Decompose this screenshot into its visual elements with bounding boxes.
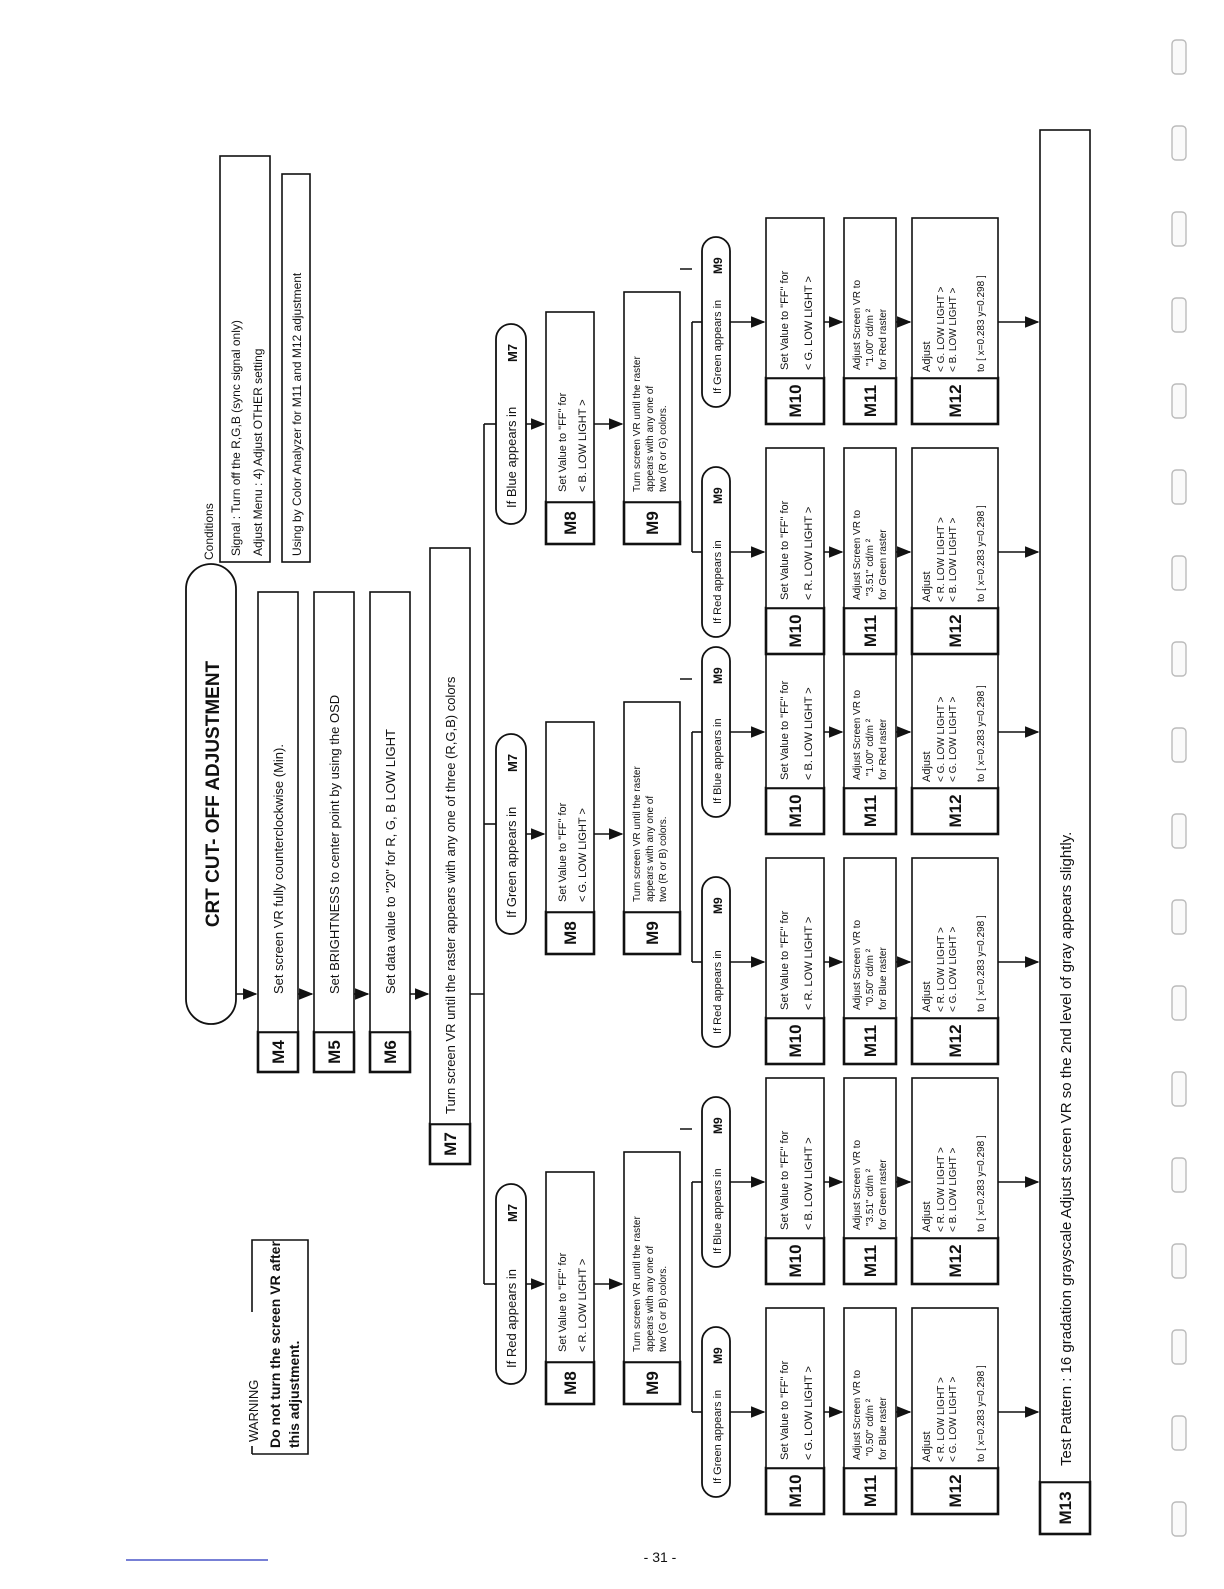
m12-text-line4: to [ x=0.283 y=0.298 ] [976, 505, 987, 602]
branch-condition-text: If Red appears in [504, 1268, 519, 1368]
sub-condition-ref: M9 [711, 257, 725, 274]
m12-text-line2: < G. LOW LIGHT > [936, 696, 947, 782]
sub-condition-text: If Green appears in [712, 1389, 724, 1484]
binder-mark [1172, 900, 1186, 934]
step-m13 [1040, 130, 1090, 1534]
m9-text-line3: two (R or G) colors. [658, 405, 669, 492]
m9-text-line3: two (R or B) colors. [658, 816, 669, 902]
sub-condition-text: If Blue appears in [712, 1168, 724, 1254]
m10-text-box [766, 218, 824, 378]
m11-code: M11 [861, 1024, 880, 1058]
m12-text-line2: < R. LOW LIGHT > [936, 1147, 947, 1232]
m8-text-line1: Set Value to "FF" for [557, 802, 569, 902]
m9-text-line1: Turn screen VR until the raster [632, 766, 643, 902]
warning-text-line2: this adjustment. [286, 1340, 302, 1448]
m12-code: M12 [946, 1244, 965, 1278]
m12-code: M12 [946, 614, 965, 648]
m4-text: Set screen VR fully counterclockwise (Min). [271, 744, 286, 994]
binder-mark [1172, 1330, 1186, 1364]
sub-condition-ref: M9 [711, 1347, 725, 1364]
binder-mark [1172, 1072, 1186, 1106]
m10-text-box [766, 1078, 824, 1238]
m9-code: M9 [643, 511, 662, 535]
m9-text-line2: appears with any one of [645, 1245, 656, 1352]
m13-text: Test Pattern : 16 gradation grayscale Adjust screen VR so the 2nd level of gray appears slightly. [1058, 831, 1075, 1466]
m10-text-line1: Set Value to "FF" for [779, 270, 791, 370]
branch-red [496, 1078, 1038, 1514]
title-group [186, 564, 236, 1024]
m12-code: M12 [946, 1474, 965, 1508]
sub-condition-ref: M9 [711, 667, 725, 684]
binder-marks [1172, 40, 1186, 1536]
m11-text-line2: "1.00" cd/m ² [865, 718, 876, 776]
m10-code: M10 [786, 1474, 805, 1508]
binder-mark [1172, 1244, 1186, 1278]
connector-m7-branches [470, 424, 484, 1284]
connector-m9-split [680, 269, 692, 552]
m8-text-line1: Set Value to "FF" for [557, 392, 569, 492]
m11-text-line2: "0.50" cd/m ² [865, 948, 876, 1006]
m4-code: M4 [269, 1040, 288, 1064]
binder-mark [1172, 1416, 1186, 1450]
warning-block [246, 1240, 308, 1454]
m11-text-line3: for Red raster [878, 308, 889, 370]
binder-mark [1172, 212, 1186, 246]
m5-text: Set BRIGHTNESS to center point by using the OSD [327, 694, 342, 994]
sub-condition-ref: M9 [711, 897, 725, 914]
m10-code: M10 [786, 614, 805, 648]
m12-text-line1: Adjust [921, 1431, 933, 1462]
m10-text-line2: < G. LOW LIGHT > [803, 276, 815, 370]
m10-text-line1: Set Value to "FF" for [779, 1130, 791, 1230]
m12-text-line2: < R. LOW LIGHT > [936, 1377, 947, 1462]
m8-text-line2: < R. LOW LIGHT > [577, 1258, 589, 1352]
m5-code: M5 [325, 1040, 344, 1064]
m10-code: M10 [786, 384, 805, 418]
m12-text-line4: to [ x=0.283 y=0.298 ] [976, 1135, 987, 1232]
warning-label: WARNING [246, 1379, 261, 1442]
m8-text-line2: < G. LOW LIGHT > [577, 808, 589, 902]
conditions-menu: Adjust Menu : 4) Adjust OTHER setting [251, 348, 265, 556]
m10-code: M10 [786, 1024, 805, 1058]
m10-code: M10 [786, 794, 805, 828]
sub-condition-text: If Red appears in [712, 540, 724, 624]
m10-code: M10 [786, 1244, 805, 1278]
m11-text-line1: Adjust Screen VR to [852, 509, 863, 600]
sub-condition-text: If Green appears in [712, 299, 724, 394]
connector-m9-split [680, 1129, 692, 1412]
m12-text-line4: to [ x=0.283 y=0.298 ] [976, 685, 987, 782]
m10-text-box [766, 448, 824, 608]
m12-text-line2: < G. LOW LIGHT > [936, 286, 947, 372]
m10-text-box [766, 1308, 824, 1468]
warning-text-line1: Do not turn the screen VR after [267, 1241, 283, 1448]
branch-condition-ref: M7 [505, 1203, 520, 1222]
branch-condition-ref: M7 [505, 753, 520, 772]
m8-code: M8 [561, 921, 580, 945]
m12-text-line2: < R. LOW LIGHT > [936, 927, 947, 1012]
conditions-analyzer: Using by Color Analyzer for M11 and M12 adjustment [290, 272, 304, 556]
m12-text-line3: < B. LOW LIGHT > [948, 517, 959, 602]
sub-condition-ref: M9 [711, 487, 725, 504]
m9-code: M9 [643, 1371, 662, 1395]
m10-text-line2: < G. LOW LIGHT > [803, 1366, 815, 1460]
m12-text-line1: Adjust [921, 751, 933, 782]
binder-mark [1172, 728, 1186, 762]
m13-code: M13 [1056, 1491, 1075, 1525]
binder-mark [1172, 384, 1186, 418]
m6-text: Set data value to "20" for R, G, B LOW LIGHT [383, 728, 398, 994]
m10-text-line2: < R. LOW LIGHT > [803, 916, 815, 1010]
m12-code: M12 [946, 1024, 965, 1058]
m10-text-line1: Set Value to "FF" for [779, 910, 791, 1010]
page-number: - 31 - [643, 1549, 677, 1565]
m12-text-line3: < G. LOW LIGHT > [948, 926, 959, 1012]
m12-text-line4: to [ x=0.283 y=0.298 ] [976, 1365, 987, 1462]
branch-green [496, 628, 1038, 1064]
page-title: CRT CUT- OFF ADJUSTMENT [203, 660, 224, 928]
m11-text-line1: Adjust Screen VR to [852, 919, 863, 1010]
m11-text-line3: for Blue raster [878, 1397, 889, 1460]
m12-text-line2: < R. LOW LIGHT > [936, 517, 947, 602]
branch-condition-ref: M7 [505, 343, 520, 362]
m10-text-box [766, 858, 824, 1018]
m9-text-line1: Turn screen VR until the raster [632, 356, 643, 492]
m6-code: M6 [381, 1040, 400, 1064]
m11-text-line2: "1.00" cd/m ² [865, 308, 876, 366]
m12-text-line3: < B. LOW LIGHT > [948, 287, 959, 372]
m10-text-line2: < R. LOW LIGHT > [803, 506, 815, 600]
m9-text-line2: appears with any one of [645, 385, 656, 492]
connector-m9-split [680, 679, 692, 962]
m11-text-line3: for Red raster [878, 718, 889, 780]
m11-text-line3: for Blue raster [878, 947, 889, 1010]
m12-text-line1: Adjust [921, 981, 933, 1012]
m12-code: M12 [946, 794, 965, 828]
m7-code: M7 [441, 1132, 460, 1156]
m11-text-line3: for Green raster [878, 1159, 889, 1230]
m7-text: Turn screen VR until the raster appears with any one of three (R,G,B) colors [443, 676, 458, 1114]
sub-condition-text: If Blue appears in [712, 718, 724, 804]
m12-text-line1: Adjust [921, 341, 933, 372]
m8-text-line1: Set Value to "FF" for [557, 1252, 569, 1352]
binder-mark [1172, 986, 1186, 1020]
binder-mark [1172, 1502, 1186, 1536]
binder-mark [1172, 470, 1186, 504]
m12-text-line1: Adjust [921, 1201, 933, 1232]
m10-text-line2: < B. LOW LIGHT > [803, 687, 815, 780]
step-m4 [258, 592, 298, 1072]
conditions-label: Conditions [202, 503, 216, 560]
m8-code: M8 [561, 1371, 580, 1395]
m11-code: M11 [861, 1474, 880, 1508]
m11-text-line1: Adjust Screen VR to [852, 689, 863, 780]
m11-code: M11 [861, 1244, 880, 1278]
m11-text-line3: for Green raster [878, 529, 889, 600]
binder-mark [1172, 298, 1186, 332]
m9-text-line3: two (G or B) colors. [658, 1265, 669, 1352]
m11-text-line2: "3.51" cd/m ² [865, 538, 876, 596]
m11-text-line2: "0.50" cd/m ² [865, 1398, 876, 1456]
m10-text-line1: Set Value to "FF" for [779, 680, 791, 780]
m12-text-line3: < G. LOW LIGHT > [948, 696, 959, 782]
branch-condition-text: If Blue appears in [504, 406, 519, 508]
m11-code: M11 [861, 384, 880, 418]
sub-condition-ref: M9 [711, 1117, 725, 1134]
binder-mark [1172, 1158, 1186, 1192]
binder-mark [1172, 556, 1186, 590]
m10-text-line1: Set Value to "FF" for [779, 500, 791, 600]
branch-blue [496, 218, 1038, 654]
step-m6 [370, 592, 410, 1072]
m11-text-line2: "3.51" cd/m ² [865, 1168, 876, 1226]
m9-text-line2: appears with any one of [645, 795, 656, 902]
m12-text-line4: to [ x=0.283 y=0.298 ] [976, 915, 987, 1012]
m12-text-line3: < B. LOW LIGHT > [948, 1147, 959, 1232]
m12-text-line1: Adjust [921, 571, 933, 602]
m8-text-line2: < B. LOW LIGHT > [577, 399, 589, 492]
step-m7 [430, 548, 470, 1164]
binder-mark [1172, 126, 1186, 160]
binder-mark [1172, 642, 1186, 676]
m12-text-line4: to [ x=0.283 y=0.298 ] [976, 275, 987, 372]
m12-code: M12 [946, 384, 965, 418]
m10-text-line1: Set Value to "FF" for [779, 1360, 791, 1460]
m9-text-line1: Turn screen VR until the raster [632, 1216, 643, 1352]
conditions-signal: Signal : Turn off the R,G,B (sync signal only) [229, 320, 243, 556]
m9-code: M9 [643, 921, 662, 945]
branch-condition-text: If Green appears in [504, 806, 519, 918]
m11-text-line1: Adjust Screen VR to [852, 279, 863, 370]
m11-code: M11 [861, 614, 880, 648]
m11-text-line1: Adjust Screen VR to [852, 1369, 863, 1460]
m11-text-line1: Adjust Screen VR to [852, 1139, 863, 1230]
binder-mark [1172, 40, 1186, 74]
conditions-block [202, 156, 310, 562]
step-m5 [314, 592, 354, 1072]
sub-condition-text: If Red appears in [712, 950, 724, 1034]
m10-text-line2: < B. LOW LIGHT > [803, 1137, 815, 1230]
m11-code: M11 [861, 794, 880, 828]
m12-text-line3: < G. LOW LIGHT > [948, 1376, 959, 1462]
m8-code: M8 [561, 511, 580, 535]
binder-mark [1172, 814, 1186, 848]
